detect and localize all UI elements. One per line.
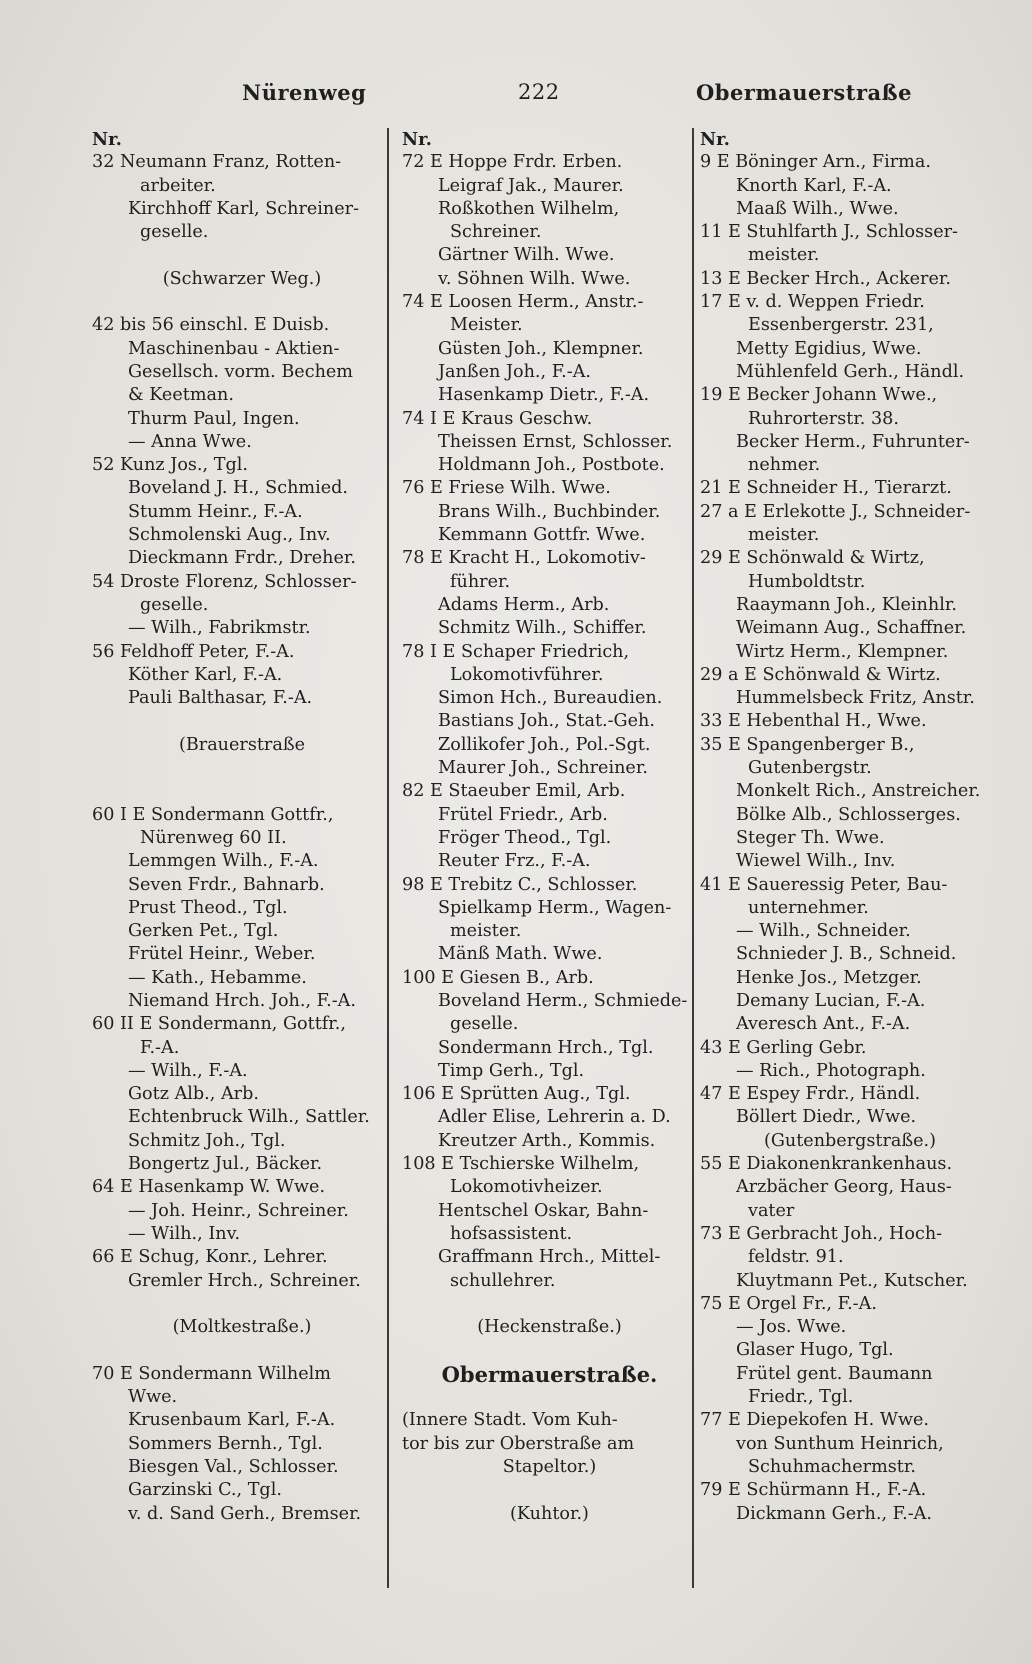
directory-entry-line: 29 a E Schönwald & Wirtz. [700,664,941,685]
directory-entry-line: & Keetman. [128,385,234,406]
blank-line [92,710,392,733]
directory-entry-line: Bastians Joh., Stat.-Geh. [438,711,655,732]
directory-entry-line: 42 bis 56 einschl. E Duisb. [92,315,330,336]
directory-entry-line: 56 Feldhoff Peter, F.-A. [92,641,295,662]
directory-entry-line: Graffmann Hrch., Mittel- [438,1247,661,1268]
directory-entry-line: 108 E Tschierske Wilhelm, [402,1154,640,1175]
directory-entry-line: Glaser Hugo, Tgl. [736,1340,894,1361]
directory-entry-line: Maurer Joh., Schreiner. [438,758,648,779]
directory-entry-line: 17 E v. d. Weppen Friedr. [700,292,925,313]
directory-entry-line: 78 E Kracht H., Lokomotiv- [402,548,646,569]
directory-entry-line: Schreiner. [450,222,542,243]
directory-entry-line: Krusenbaum Karl, F.-A. [128,1410,336,1431]
directory-entry-line: Mänß Math. Wwe. [438,944,603,965]
directory-entry-line: feldstr. 91. [748,1247,844,1268]
directory-entry-line: Prust Theod., Tgl. [128,897,288,918]
directory-entry-line: — Rich., Photograph. [736,1060,926,1081]
directory-entry-line: Thurm Paul, Ingen. [128,408,300,429]
directory-entry-line: Demany Lucian, F.-A. [736,990,926,1011]
directory-entry-line: Boveland J. H., Schmied. [128,478,348,499]
directory-entry-line: Weimann Aug., Schaffner. [736,618,967,639]
directory-entry-line: Averesch Ant., F.-A. [736,1014,911,1035]
directory-entry-line: 78 I E Schaper Friedrich, [402,641,630,662]
blank-line [402,1386,697,1409]
directory-entry-line: Monkelt Rich., Anstreicher. [736,781,981,802]
column-1 [92,128,392,1526]
directory-entry-line: — Kath., Hebamme. [128,967,307,988]
directory-entry-line: 100 E Giesen B., Arb. [402,967,594,988]
blank-line [92,244,392,267]
directory-entry-line: Roßkothen Wilhelm, [438,198,620,219]
directory-entry-line: Hentschel Oskar, Bahn- [438,1200,649,1221]
directory-entry-line: 11 E Stuhlfarth J., Schlosser- [700,222,958,243]
directory-entry-line: 79 E Schürmann H., F.-A. [700,1480,927,1501]
directory-entry-line: meister. [748,525,820,546]
directory-entry-line: Simon Hch., Bureaudien. [438,688,663,709]
directory-entry-line: Boveland Herm., Schmiede- [438,990,688,1011]
directory-entry-line: Dieckmann Frdr., Dreher. [128,548,356,569]
directory-entry-line: Friedr., Tgl. [748,1387,854,1408]
directory-entry-line: Lemmgen Wilh., F.-A. [128,851,319,872]
section-heading: (Kuhtor.) [510,1503,589,1524]
directory-entry-line: 19 E Becker Johann Wwe., [700,385,938,406]
directory-entry-line: Zollikofer Joh., Pol.-Sgt. [438,734,651,755]
directory-entry-line: Gesellsch. vorm. Bechem [128,361,353,382]
directory-entry-line: Dickmann Gerh., F.-A. [736,1503,932,1524]
directory-entry-line: Kluytmann Pet., Kutscher. [736,1270,968,1291]
directory-entry-line: Reuter Frz., F.-A. [438,851,591,872]
directory-entry-line: führer. [450,571,511,592]
directory-entry-line: geselle. [450,1014,519,1035]
directory-entry-line: v. Söhnen Wilh. Wwe. [438,268,631,289]
blank-line [92,780,392,803]
directory-entry-line: 106 E Sprütten Aug., Tgl. [402,1084,631,1105]
directory-entry-line: F.-A. [140,1037,180,1058]
directory-entry-line: Lokomotivheizer. [450,1177,603,1198]
directory-entry-line: Köther Karl, F.-A. [128,664,283,685]
directory-entry-line: 52 Kunz Jos., Tgl. [92,455,248,476]
directory-entry-line: Steger Th. Wwe. [736,827,885,848]
directory-entry-line: 33 E Hebenthal H., Wwe. [700,711,927,732]
blank-line [92,1293,392,1316]
directory-entry-line: 64 E Hasenkamp W. Wwe. [92,1177,326,1198]
directory-entry-line: Schmolenski Aug., Inv. [128,525,331,546]
directory-entry-line: — Wilh., Inv. [128,1223,241,1244]
directory-entry-line: Becker Herm., Fuhrunter- [736,431,970,452]
directory-entry-line: Metty Egidius, Wwe. [736,338,922,359]
directory-entry-line: Wwe. [128,1387,178,1408]
blank-line [402,1339,697,1362]
directory-entry-line: Meister. [450,315,523,336]
directory-entry-line: von Sunthum Heinrich, [736,1433,944,1454]
directory-entry-line: Gremler Hrch., Schreiner. [128,1270,361,1291]
directory-entry-line: Bölke Alb., Schlosserges. [736,804,961,825]
directory-entry-line: — Wilh., F.-A. [128,1060,248,1081]
directory-entry-line: arbeiter. [140,175,216,196]
blank-line [402,1479,697,1502]
directory-entry-line: Pauli Balthasar, F.-A. [128,688,313,709]
directory-entry-line: 74 I E Kraus Geschw. [402,408,593,429]
directory-entry-line: Schmitz Joh., Tgl. [128,1130,286,1151]
directory-entry-line: Timp Gerh., Tgl. [438,1060,585,1081]
directory-entry-line: 47 E Espey Frdr., Händl. [700,1084,921,1105]
directory-entry-line: 29 E Schönwald & Wirtz, [700,548,925,569]
directory-entry-line: Güsten Joh., Klempner. [438,338,644,359]
section-heading: (Moltkestraße.) [172,1317,312,1338]
directory-entry-line: — Joh. Heinr., Schreiner. [128,1200,349,1221]
directory-entry-line: 77 E Diepekofen H. Wwe. [700,1410,930,1431]
directory-entry-line: Sommers Bernh., Tgl. [128,1433,323,1454]
directory-entry-line: 27 a E Erlekotte J., Schneider- [700,501,971,522]
column-2-heading: Nr. [402,129,432,150]
directory-entry-line: Stumm Heinr., F.-A. [128,501,303,522]
directory-entry-line: 73 E Gerbracht Joh., Hoch- [700,1223,943,1244]
directory-entry-line: Humboldtstr. [748,571,866,592]
directory-entry-line: nehmer. [748,455,821,476]
blank-line [402,1293,697,1316]
directory-entry-line: Janßen Joh., F.-A. [438,361,592,382]
directory-entry-line: 60 I E Sondermann Gottfr., [92,804,334,825]
directory-entry-line: Seven Frdr., Bahnarb. [128,874,325,895]
section-heading: (Heckenstraße.) [477,1317,622,1338]
directory-entry-line: 35 E Spangenberger B., [700,734,915,755]
directory-entry-line: meister. [748,245,820,266]
directory-entry-line: 54 Droste Florenz, Schlosser- [92,571,357,592]
directory-entry-line: Maaß Wilh., Wwe. [736,198,899,219]
directory-entry-line: 55 E Diakonenkrankenhaus. [700,1154,953,1175]
directory-entry-line: 60 II E Sondermann, Gottfr., [92,1014,346,1035]
directory-entry-line: Frütel Heinr., Weber. [128,944,316,965]
directory-entry-line: Wirtz Herm., Klempner. [736,641,949,662]
directory-entry-line: geselle. [140,594,209,615]
directory-entry-line: Knorth Karl, F.-A. [736,175,892,196]
directory-entry-line: Echtenbruck Wilh., Sattler. [128,1107,370,1128]
directory-entry-line: Adams Herm., Arb. [438,594,610,615]
directory-entry-line: Wiewel Wilh., Inv. [736,851,896,872]
directory-entry-line: Leigraf Jak., Maurer. [438,175,624,196]
blank-line [92,291,392,314]
directory-entry-line: meister. [450,921,522,942]
section-heading: Stapeltor.) [502,1456,597,1477]
section-heading: (Brauerstraße [178,734,305,755]
directory-entry-line: Hasenkamp Dietr., F.-A. [438,385,650,406]
directory-entry-line: Gutenbergstr. [748,758,872,779]
directory-entry-line: tor bis zur Oberstraße am [402,1433,635,1454]
directory-entry-line: schullehrer. [450,1270,556,1291]
directory-entry-line: Kirchhoff Karl, Schreiner- [128,198,360,219]
directory-entry-line: Garzinski C., Tgl. [128,1480,282,1501]
header-left-street: Nürenweg [242,80,367,105]
directory-entry-line: Frütel gent. Baumann [736,1363,933,1384]
directory-entry-line: 98 E Trebitz C., Schlosser. [402,874,638,895]
directory-entry-line: 75 E Orgel Fr., F.-A. [700,1293,877,1314]
directory-entry-line: Gerken Pet., Tgl. [128,921,279,942]
directory-entry-line: Schnieder J. B., Schneid. [736,944,957,965]
blank-line [92,1339,392,1362]
directory-entry-line: Niemand Hrch. Joh., F.-A. [128,990,356,1011]
directory-entry-line: 70 E Sondermann Wilhelm [92,1363,331,1384]
directory-entry-line: Fröger Theod., Tgl. [438,827,612,848]
directory-entry-line: unternehmer. [748,897,869,918]
directory-entry-line: Theissen Ernst, Schlosser. [438,431,673,452]
directory-entry-line: Sondermann Hrch., Tgl. [438,1037,654,1058]
directory-entry-line: Maschinenbau - Aktien- [128,338,340,359]
directory-entry-line: Brans Wilh., Buchbinder. [438,501,661,522]
directory-entry-line: — Wilh., Schneider. [736,921,911,942]
directory-entry-line: Kemmann Gottfr. Wwe. [438,525,646,546]
directory-entry-line: geselle. [140,222,209,243]
directory-entry-line: 66 E Schug, Konr., Lehrer. [92,1247,328,1268]
header-right-street: Obermauerstraße [696,80,912,105]
directory-entry-line: Biesgen Val., Schlosser. [128,1456,339,1477]
directory-entry-line: Raaymann Joh., Kleinhlr. [736,594,957,615]
directory-entry-line: Schmitz Wilh., Schiffer. [438,618,647,639]
directory-entry-line: 9 E Böninger Arn., Firma. [700,152,931,173]
directory-entry-line: 43 E Gerling Gebr. [700,1037,867,1058]
directory-entry-line: — Wilh., Fabrikmstr. [128,618,311,639]
directory-entry-line: Lokomotivführer. [450,664,604,685]
blank-line [92,757,392,780]
directory-entry-line: Ruhrorterstr. 38. [748,408,899,429]
directory-entry-line: Mühlenfeld Gerh., Händl. [736,361,965,382]
directory-entry-line: v. d. Sand Gerh., Bremser. [128,1503,362,1524]
column-1-heading: Nr. [92,129,122,150]
directory-entry-line: 74 E Loosen Herm., Anstr.- [402,292,644,313]
directory-entry-line: 82 E Staeuber Emil, Arb. [402,781,626,802]
directory-entry-line: — Anna Wwe. [128,431,252,452]
directory-entry-line: 41 E Saueressig Peter, Bau- [700,874,948,895]
directory-entry-line: 32 Neumann Franz, Rotten- [92,152,342,173]
section-heading: Obermauerstraße. [441,1361,658,1387]
directory-entry-line: Holdmann Joh., Postbote. [438,455,665,476]
directory-entry-line: — Jos. Wwe. [736,1317,847,1338]
directory-entry-line: Kreutzer Arth., Kommis. [438,1130,656,1151]
directory-entry-line: Gärtner Wilh. Wwe. [438,245,615,266]
directory-entry-line: (Innere Stadt. Vom Kuh- [402,1410,618,1431]
directory-entry-line: Böllert Diedr., Wwe. [736,1107,917,1128]
directory-entry-line: Spielkamp Herm., Wagen- [438,897,672,918]
directory-entry-line: Essenbergerstr. 231, [748,315,934,336]
directory-entry-line: hofsassistent. [450,1223,573,1244]
column-2 [402,128,697,1526]
directory-entry-line: Schuhmachermstr. [748,1456,916,1477]
section-heading: (Gutenbergstraße.) [763,1130,937,1151]
page-number: 222 [518,80,560,104]
directory-entry-line: Nürenweg 60 II. [140,827,287,848]
directory-entry-line: 76 E Friese Wilh. Wwe. [402,478,611,499]
column-3-heading: Nr. [700,129,730,150]
directory-entry-line: Gotz Alb., Arb. [128,1084,259,1105]
directory-entry-line: Adler Elise, Lehrerin a. D. [438,1107,671,1128]
directory-entry-line: Bongertz Jul., Bäcker. [128,1154,323,1175]
directory-entry-line: Arzbächer Georg, Haus- [736,1177,952,1198]
section-heading: (Schwarzer Weg.) [162,268,322,289]
column-3 [700,128,1000,1526]
directory-entry-line: 21 E Schneider H., Tierarzt. [700,478,952,499]
directory-entry-line: Frütel Friedr., Arb. [438,804,608,825]
directory-entry-line: Hummelsbeck Fritz, Anstr. [736,688,975,709]
directory-entry-line: Henke Jos., Metzger. [736,967,922,988]
directory-entry-line: vater [748,1200,795,1221]
directory-entry-line: 72 E Hoppe Frdr. Erben. [402,152,623,173]
directory-entry-line: 13 E Becker Hrch., Ackerer. [700,268,951,289]
